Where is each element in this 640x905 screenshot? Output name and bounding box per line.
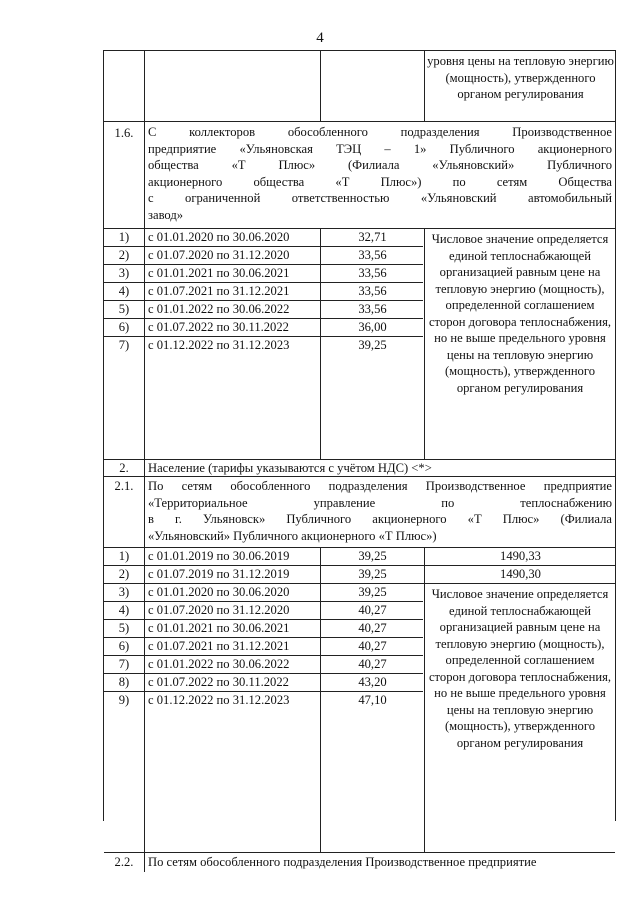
period-cell: с 01.01.2022 по 30.06.2022 (148, 302, 290, 316)
period-cell: с 01.12.2022 по 31.12.2023 (148, 338, 290, 352)
col-divider (144, 852, 145, 872)
row-number: 8) (118, 675, 130, 689)
section-2-1-line-2: «Территориальное управление по теплоснабжению (148, 495, 612, 510)
row-divider (104, 852, 615, 853)
section-2-2-number: 2.2. (114, 855, 134, 869)
row-number: 6) (118, 639, 130, 653)
tariff-value: 39,25 (358, 585, 387, 599)
period-cell: с 01.01.2019 по 30.06.2019 (148, 549, 290, 563)
row-number: 5) (118, 621, 130, 635)
row-divider (104, 121, 615, 122)
tariff-value: 36,00 (358, 320, 387, 334)
section-2-1-line-3: в г. Ульяновск» Публичного акционерного «Т Плюс» (Филиала (148, 512, 612, 526)
period-cell: с 01.01.2020 по 30.06.2020 (148, 230, 290, 244)
section-1-6-line-2: предприятие «Ульяновская ТЭЦ – 1» Публичного акционерного (148, 141, 612, 156)
period-cell: с 01.07.2022 по 30.11.2022 (148, 320, 289, 334)
period-cell: с 01.01.2020 по 30.06.2020 (148, 585, 290, 599)
section-1-6-line-3: общества «Т Плюс» (Филиала «Ульяновский» Публичного (148, 158, 612, 172)
tariff-value: 40,27 (358, 657, 387, 671)
tariff-table (103, 50, 616, 869)
col-divider (144, 51, 145, 121)
row-number: 3) (118, 266, 130, 280)
tariff-value: 33,56 (358, 248, 387, 262)
row-number: 4) (118, 284, 130, 298)
row-number: 7) (118, 657, 130, 671)
row-number: 1) (118, 230, 130, 244)
tariff-value: 40,27 (358, 639, 387, 653)
col-divider (320, 51, 321, 121)
row-number: 5) (118, 302, 130, 316)
row-number: 3) (118, 585, 130, 599)
tariff-value: 33,56 (358, 266, 387, 280)
tariff-value: 40,27 (358, 621, 387, 635)
row-number: 4) (118, 603, 130, 617)
tariff-value: 47,10 (358, 693, 387, 707)
period-cell: с 01.07.2020 по 31.12.2020 (148, 248, 290, 262)
section-2-1-line-1: По сетям обособленного подразделения Производственное предприятие (148, 479, 612, 493)
tariff-value-extra: 1490,33 (500, 549, 541, 563)
page-number: 4 (316, 30, 324, 46)
col-divider (424, 228, 425, 459)
section-2-2-text: По сетям обособленного подразделения Производственное предприятие (148, 855, 537, 869)
top-note: уровня цены на тепловую энергию (мощность), утвержденного органом регулирования (427, 54, 614, 101)
period-cell: с 01.01.2021 по 30.06.2021 (148, 621, 290, 635)
period-cell: с 01.07.2019 по 31.12.2019 (148, 567, 290, 581)
tariff-value: 40,27 (358, 603, 387, 617)
col-divider (144, 459, 145, 476)
row-number: 1) (118, 549, 130, 563)
col-divider (424, 547, 425, 852)
row-divider (104, 476, 615, 477)
section-1-6-line-6: завод» (148, 207, 184, 222)
row-number: 9) (118, 693, 130, 707)
period-cell: с 01.07.2021 по 31.12.2021 (148, 639, 290, 653)
col-divider (144, 228, 145, 459)
col-divider (144, 476, 145, 547)
section-2-1-number: 2.1. (114, 479, 134, 493)
row-number: 7) (118, 338, 130, 352)
section-1-6-line-4: акционерного общества «Т Плюс») по сетям Общества (148, 174, 612, 189)
period-cell: с 01.07.2022 по 30.11.2022 (148, 675, 289, 689)
tariff-value: 43,20 (358, 675, 387, 689)
period-cell: с 01.12.2022 по 31.12.2023 (148, 693, 290, 707)
tariff-value: 39,25 (358, 338, 387, 352)
section-2-title: Население (тарифы указываются с учётом НДС) <*> (148, 461, 432, 475)
period-cell: с 01.07.2021 по 31.12.2021 (148, 284, 290, 298)
row-number: 2) (118, 248, 130, 262)
period-cell: с 01.01.2021 по 30.06.2021 (148, 266, 290, 280)
period-cell: с 01.01.2022 по 30.06.2022 (148, 657, 290, 671)
tariff-value: 39,25 (358, 549, 387, 563)
col-divider (144, 121, 145, 228)
tariff-note: Числовое значение определяется единой теплоснабжающей организацией равным цене на тепловую энергию (мощность), определенной соглашением сторон договора теплоснабжения, но не выше предельного уровня цены на тепловую энергию (мощность), утвержденного органом регулирования (428, 232, 612, 395)
tariff-value-extra: 1490,30 (500, 567, 541, 581)
section-2-1-line-4: «Ульяновский» Публичного акционерного «Т Плюс») (148, 528, 437, 543)
section-1-6-line-5: с ограниченной ответственностью «Ульяновский автомобильный (148, 191, 612, 205)
tariff-value: 32,71 (358, 230, 387, 244)
section-1-6-line-1: С коллекторов обособленного подразделения Производственное (148, 125, 612, 139)
row-number: 6) (118, 320, 130, 334)
period-cell: с 01.07.2020 по 31.12.2020 (148, 603, 290, 617)
tariff-value: 33,56 (358, 284, 387, 298)
tariff-value: 39,25 (358, 567, 387, 581)
row-number: 2) (118, 567, 130, 581)
section-2-number: 2. (119, 461, 129, 475)
section-1-6-number: 1.6. (114, 126, 134, 140)
tariff-note: Числовое значение определяется единой теплоснабжающей организацией равным цене на тепловую энергию (мощность), определенной соглашением сторон договора теплоснабжения, но не выше предельного уровня цены на тепловую энергию (мощность), утвержденного органом регулирования (428, 587, 612, 750)
tariff-value: 33,56 (358, 302, 387, 316)
col-divider (144, 547, 145, 852)
